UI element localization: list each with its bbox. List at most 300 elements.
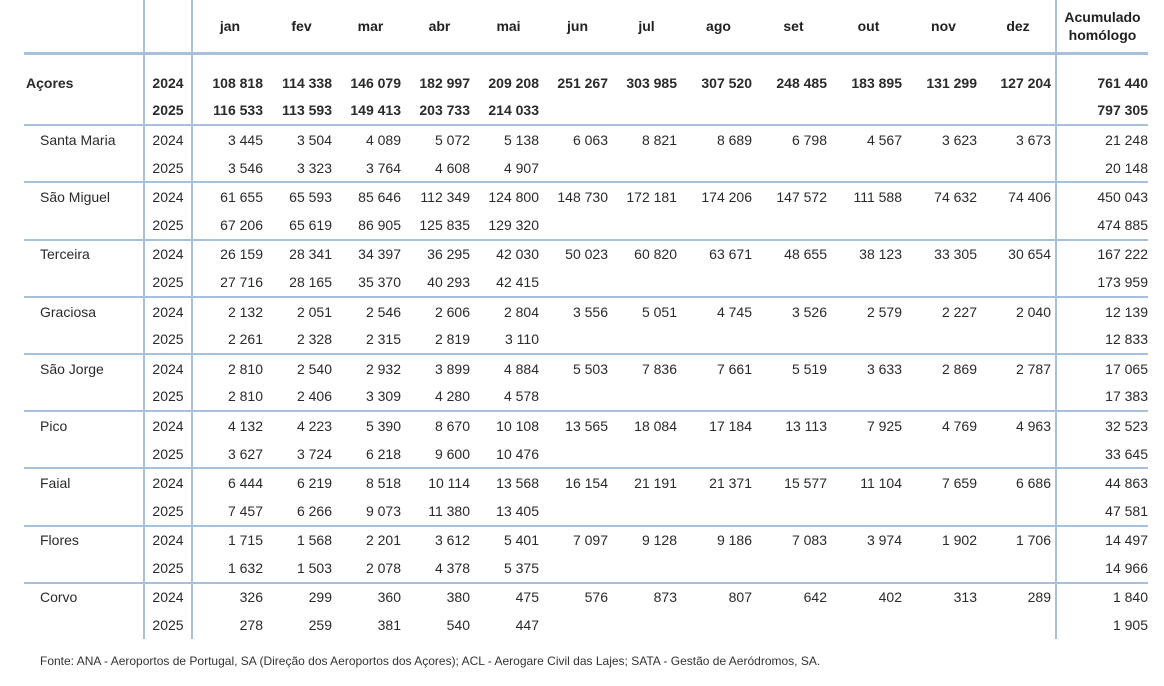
month-value-cell: 3 445 bbox=[227, 131, 263, 148]
month-value-cell: 7 925 bbox=[866, 417, 902, 434]
month-value-cell bbox=[831, 440, 906, 469]
table-row bbox=[24, 554, 1148, 583]
month-value-cell: 3 309 bbox=[336, 383, 405, 412]
row-location-name: Pico bbox=[40, 417, 68, 434]
month-value-cell bbox=[981, 211, 1056, 240]
row-year: 2025 bbox=[144, 611, 192, 639]
month-value-cell: 2 315 bbox=[336, 325, 405, 354]
month-value-cell: 540 bbox=[446, 617, 470, 634]
month-value-cell: 4 578 bbox=[474, 383, 543, 412]
month-value-cell: 6 219 bbox=[296, 475, 332, 492]
month-value-cell bbox=[756, 383, 831, 412]
month-value-cell: 313 bbox=[953, 589, 977, 606]
month-value-cell bbox=[756, 325, 831, 354]
month-value-cell: 36 295 bbox=[427, 246, 470, 263]
month-value-cell: 380 bbox=[446, 589, 470, 606]
month-value-cell: 381 bbox=[377, 617, 401, 634]
header-accumulated bbox=[1056, 0, 1148, 54]
month-value-cell bbox=[906, 211, 981, 240]
row-year: 2025 bbox=[144, 268, 192, 297]
month-value-cell: 17 184 bbox=[709, 417, 752, 434]
month-value-cell: 2 540 bbox=[296, 360, 332, 377]
month-value-cell: 40 293 bbox=[405, 268, 474, 297]
accumulated-value-cell: 12 139 bbox=[1056, 297, 1148, 326]
month-value-cell: 13 113 bbox=[785, 417, 827, 434]
month-value-cell: 35 370 bbox=[336, 268, 405, 297]
month-value-cell: 303 985 bbox=[626, 74, 677, 91]
row-location-name: Terceira bbox=[40, 246, 90, 263]
month-value-cell bbox=[612, 268, 681, 297]
month-value-cell bbox=[906, 154, 981, 183]
row-year: 2024 bbox=[144, 125, 192, 154]
month-value-cell: 4 567 bbox=[866, 131, 902, 148]
month-value-cell: 807 bbox=[728, 589, 752, 606]
month-value-cell bbox=[831, 497, 906, 526]
header-month: ago bbox=[706, 18, 731, 34]
row-location-name: São Jorge bbox=[40, 360, 104, 377]
month-value-cell bbox=[831, 611, 906, 639]
month-value-cell: 127 204 bbox=[1000, 74, 1051, 91]
month-value-cell bbox=[543, 154, 612, 183]
month-value-cell bbox=[756, 440, 831, 469]
month-value-cell bbox=[543, 325, 612, 354]
month-value-cell: 5 375 bbox=[474, 554, 543, 583]
month-value-cell bbox=[756, 611, 831, 639]
month-value-cell bbox=[906, 268, 981, 297]
month-value-cell bbox=[756, 211, 831, 240]
month-value-cell bbox=[612, 497, 681, 526]
header-month: dez bbox=[1006, 18, 1030, 34]
row-year: 2024 bbox=[144, 583, 192, 612]
month-value-cell: 26 159 bbox=[220, 246, 263, 263]
month-value-cell bbox=[612, 440, 681, 469]
month-value-cell: 61 655 bbox=[220, 189, 263, 206]
month-value-cell: 2 546 bbox=[365, 303, 401, 320]
month-value-cell: 38 123 bbox=[859, 246, 902, 263]
table-row bbox=[24, 354, 1148, 383]
table-row bbox=[24, 526, 1148, 555]
month-value-cell: 4 608 bbox=[405, 154, 474, 183]
month-value-cell: 4 963 bbox=[1015, 417, 1051, 434]
month-value-cell: 21 371 bbox=[709, 475, 752, 492]
table-row bbox=[24, 440, 1148, 469]
month-value-cell: 3 323 bbox=[267, 154, 336, 183]
month-value-cell bbox=[906, 554, 981, 583]
month-value-cell: 7 457 bbox=[192, 497, 267, 526]
month-value-cell bbox=[981, 554, 1056, 583]
month-value-cell: 34 397 bbox=[358, 246, 401, 263]
table-row bbox=[24, 154, 1148, 183]
month-value-cell bbox=[831, 211, 906, 240]
table-row bbox=[24, 468, 1148, 497]
month-value-cell: 27 716 bbox=[192, 268, 267, 297]
month-value-cell: 111 588 bbox=[853, 189, 902, 206]
passenger-table-container bbox=[24, 0, 1148, 639]
month-value-cell: 7 097 bbox=[572, 532, 608, 549]
month-value-cell: 147 572 bbox=[776, 189, 827, 206]
month-value-cell: 182 997 bbox=[419, 74, 470, 91]
month-value-cell bbox=[906, 97, 981, 126]
month-value-cell: 129 320 bbox=[474, 211, 543, 240]
accumulated-value-cell: 14 497 bbox=[1056, 526, 1148, 555]
month-value-cell: 642 bbox=[803, 589, 827, 606]
row-year: 2024 bbox=[144, 240, 192, 269]
header-month: fev bbox=[291, 18, 312, 34]
month-value-cell bbox=[681, 497, 756, 526]
row-year: 2025 bbox=[144, 97, 192, 126]
accumulated-value-cell: 14 966 bbox=[1056, 554, 1148, 583]
month-value-cell: 1 902 bbox=[941, 532, 977, 549]
table-row bbox=[24, 240, 1148, 269]
month-value-cell: 6 218 bbox=[336, 440, 405, 469]
month-value-cell: 3 899 bbox=[434, 360, 470, 377]
accumulated-value-cell: 47 581 bbox=[1056, 497, 1148, 526]
month-value-cell: 13 565 bbox=[565, 417, 608, 434]
row-year: 2024 bbox=[144, 182, 192, 211]
header-month: jan bbox=[219, 18, 241, 34]
row-year: 2025 bbox=[144, 554, 192, 583]
month-value-cell: 11 380 bbox=[405, 497, 474, 526]
row-year: 2025 bbox=[144, 383, 192, 412]
row-year: 2024 bbox=[144, 411, 192, 440]
row-year: 2025 bbox=[144, 154, 192, 183]
month-value-cell: 48 655 bbox=[784, 246, 827, 263]
month-value-cell: 8 821 bbox=[641, 131, 677, 148]
accumulated-value-cell: 17 065 bbox=[1056, 354, 1148, 383]
row-location-name: São Miguel bbox=[40, 189, 111, 206]
month-value-cell: 326 bbox=[239, 589, 263, 606]
month-value-cell: 5 390 bbox=[365, 417, 401, 434]
month-value-cell: 2 078 bbox=[336, 554, 405, 583]
month-value-cell: 2 932 bbox=[365, 360, 401, 377]
row-location-name bbox=[24, 325, 144, 354]
month-value-cell bbox=[681, 154, 756, 183]
month-value-cell bbox=[756, 497, 831, 526]
month-value-cell: 2 579 bbox=[866, 303, 902, 320]
month-value-cell bbox=[831, 268, 906, 297]
accumulated-value-cell: 450 043 bbox=[1056, 182, 1148, 211]
month-value-cell: 3 623 bbox=[941, 131, 977, 148]
month-value-cell: 278 bbox=[239, 617, 263, 634]
month-value-cell bbox=[612, 211, 681, 240]
month-value-cell: 873 bbox=[653, 589, 677, 606]
month-value-cell: 2 787 bbox=[1015, 360, 1051, 377]
row-year: 2025 bbox=[144, 211, 192, 240]
row-location-name bbox=[24, 211, 144, 240]
month-value-cell: 8 689 bbox=[716, 131, 752, 148]
month-value-cell bbox=[981, 268, 1056, 297]
month-value-cell: 2 869 bbox=[941, 360, 977, 377]
month-value-cell: 67 206 bbox=[192, 211, 267, 240]
table-row bbox=[24, 211, 1148, 240]
row-location-name: Faial bbox=[40, 475, 71, 492]
month-value-cell: 2 040 bbox=[1015, 303, 1051, 320]
table-row bbox=[24, 182, 1148, 211]
table-row bbox=[24, 69, 1148, 97]
month-value-cell: 203 733 bbox=[405, 97, 474, 126]
row-location-name bbox=[24, 154, 144, 183]
month-value-cell: 7 836 bbox=[641, 360, 677, 377]
header-month: nov bbox=[931, 18, 956, 34]
month-value-cell: 209 208 bbox=[488, 74, 539, 91]
month-value-cell: 3 627 bbox=[192, 440, 267, 469]
month-value-cell: 2 810 bbox=[227, 360, 263, 377]
month-value-cell bbox=[543, 440, 612, 469]
header-year-blank bbox=[144, 0, 192, 54]
header-month: mai bbox=[496, 18, 521, 34]
month-value-cell bbox=[681, 325, 756, 354]
month-value-cell: 28 341 bbox=[289, 246, 332, 263]
row-year: 2024 bbox=[144, 354, 192, 383]
accumulated-value-cell: 797 305 bbox=[1056, 97, 1148, 126]
row-location-name bbox=[24, 268, 144, 297]
month-value-cell bbox=[981, 383, 1056, 412]
month-value-cell: 148 730 bbox=[557, 189, 608, 206]
month-value-cell bbox=[543, 611, 612, 639]
month-value-cell: 65 619 bbox=[267, 211, 336, 240]
month-value-cell: 2 819 bbox=[405, 325, 474, 354]
month-value-cell bbox=[612, 325, 681, 354]
month-value-cell bbox=[831, 154, 906, 183]
month-value-cell bbox=[756, 154, 831, 183]
month-value-cell: 360 bbox=[377, 589, 401, 606]
month-value-cell bbox=[681, 268, 756, 297]
month-value-cell: 10 476 bbox=[474, 440, 543, 469]
accumulated-value-cell: 1 840 bbox=[1056, 583, 1148, 612]
month-value-cell: 10 114 bbox=[428, 475, 470, 492]
month-value-cell: 5 072 bbox=[434, 131, 470, 148]
month-value-cell bbox=[831, 97, 906, 126]
table-header-row bbox=[24, 0, 1148, 54]
month-value-cell: 5 051 bbox=[641, 303, 677, 320]
month-value-cell bbox=[756, 97, 831, 126]
accumulated-value-cell: 167 222 bbox=[1056, 240, 1148, 269]
month-value-cell: 108 818 bbox=[212, 74, 263, 91]
month-value-cell: 131 299 bbox=[926, 74, 977, 91]
month-value-cell bbox=[612, 154, 681, 183]
table-row bbox=[24, 268, 1148, 297]
month-value-cell: 9 600 bbox=[405, 440, 474, 469]
month-value-cell: 3 526 bbox=[791, 303, 827, 320]
month-value-cell bbox=[681, 440, 756, 469]
table-row bbox=[24, 497, 1148, 526]
month-value-cell: 8 518 bbox=[365, 475, 401, 492]
month-value-cell bbox=[681, 611, 756, 639]
accumulated-value-cell: 761 440 bbox=[1056, 69, 1148, 97]
month-value-cell bbox=[831, 554, 906, 583]
month-value-cell: 3 974 bbox=[866, 532, 902, 549]
header-month: mar bbox=[357, 18, 384, 34]
month-value-cell bbox=[981, 325, 1056, 354]
row-location-name: Flores bbox=[40, 532, 79, 549]
row-year: 2025 bbox=[144, 497, 192, 526]
row-location-name: Santa Maria bbox=[40, 131, 116, 148]
month-value-cell: 2 227 bbox=[941, 303, 977, 320]
row-year: 2024 bbox=[144, 297, 192, 326]
month-value-cell: 1 568 bbox=[296, 532, 332, 549]
month-value-cell: 85 646 bbox=[358, 189, 401, 206]
month-value-cell bbox=[981, 154, 1056, 183]
month-value-cell: 124 800 bbox=[488, 189, 539, 206]
month-value-cell: 3 504 bbox=[296, 131, 332, 148]
month-value-cell: 7 659 bbox=[941, 475, 977, 492]
month-value-cell: 4 132 bbox=[227, 417, 263, 434]
month-value-cell: 21 191 bbox=[634, 475, 677, 492]
month-value-cell: 113 593 bbox=[267, 97, 336, 126]
header-accumulated-line1: Acumulado bbox=[1064, 9, 1141, 25]
month-value-cell bbox=[612, 97, 681, 126]
table-row bbox=[24, 297, 1148, 326]
month-value-cell: 576 bbox=[584, 589, 608, 606]
source-note: Fonte: ANA - Aeroportos de Portugal, SA (Direção dos Aeroportos dos Açores); ACL - Aerogare Civil das Lajes; SATA - Gestão de Aeródromos, SA. bbox=[40, 654, 821, 668]
month-value-cell: 289 bbox=[1027, 589, 1051, 606]
month-value-cell: 112 349 bbox=[420, 189, 470, 206]
accumulated-value-cell: 173 959 bbox=[1056, 268, 1148, 297]
accumulated-value-cell: 44 863 bbox=[1056, 468, 1148, 497]
row-year: 2024 bbox=[144, 69, 192, 97]
row-year: 2024 bbox=[144, 526, 192, 555]
table-row bbox=[24, 583, 1148, 612]
month-value-cell bbox=[906, 440, 981, 469]
header-month: abr bbox=[428, 18, 451, 34]
month-value-cell: 214 033 bbox=[474, 97, 543, 126]
month-value-cell: 10 108 bbox=[496, 417, 539, 434]
month-value-cell bbox=[831, 383, 906, 412]
month-value-cell: 251 267 bbox=[557, 74, 608, 91]
month-value-cell bbox=[756, 554, 831, 583]
month-value-cell: 2 406 bbox=[267, 383, 336, 412]
header-month: out bbox=[857, 18, 880, 34]
row-location-name bbox=[24, 440, 144, 469]
accumulated-value-cell: 474 885 bbox=[1056, 211, 1148, 240]
table-row bbox=[24, 325, 1148, 354]
month-value-cell: 2 261 bbox=[192, 325, 267, 354]
accumulated-value-cell: 33 645 bbox=[1056, 440, 1148, 469]
month-value-cell bbox=[981, 611, 1056, 639]
month-value-cell: 30 654 bbox=[1008, 246, 1051, 263]
month-value-cell: 3 724 bbox=[267, 440, 336, 469]
row-year: 2024 bbox=[144, 468, 192, 497]
month-value-cell bbox=[543, 97, 612, 126]
month-value-cell: 74 406 bbox=[1008, 189, 1051, 206]
month-value-cell bbox=[981, 497, 1056, 526]
month-value-cell: 86 905 bbox=[336, 211, 405, 240]
month-value-cell: 3 546 bbox=[192, 154, 267, 183]
table-row bbox=[24, 411, 1148, 440]
header-month: set bbox=[783, 18, 804, 34]
month-value-cell: 146 079 bbox=[350, 74, 401, 91]
month-value-cell: 3 633 bbox=[866, 360, 902, 377]
month-value-cell: 259 bbox=[308, 617, 332, 634]
header-accumulated-line2: homólogo bbox=[1068, 27, 1137, 43]
month-value-cell: 6 444 bbox=[227, 475, 263, 492]
month-value-cell: 60 820 bbox=[634, 246, 677, 263]
table-row bbox=[24, 383, 1148, 412]
month-value-cell: 402 bbox=[878, 589, 902, 606]
header-month: jul bbox=[638, 18, 655, 34]
row-year: 2025 bbox=[144, 325, 192, 354]
month-value-cell: 4 089 bbox=[365, 131, 401, 148]
month-value-cell: 174 206 bbox=[701, 189, 752, 206]
month-value-cell: 114 338 bbox=[282, 74, 332, 91]
month-value-cell: 149 413 bbox=[336, 97, 405, 126]
month-value-cell: 1 503 bbox=[267, 554, 336, 583]
month-value-cell: 1 715 bbox=[227, 532, 263, 549]
month-value-cell: 9 128 bbox=[641, 532, 677, 549]
month-value-cell: 11 104 bbox=[860, 475, 902, 492]
month-value-cell: 1 706 bbox=[1015, 532, 1051, 549]
accumulated-value-cell: 20 148 bbox=[1056, 154, 1148, 183]
month-value-cell: 65 593 bbox=[289, 189, 332, 206]
row-location-name bbox=[24, 97, 144, 126]
month-value-cell: 5 503 bbox=[572, 360, 608, 377]
row-location-name: Graciosa bbox=[40, 303, 97, 320]
month-value-cell: 2 804 bbox=[503, 303, 539, 320]
header-name-blank bbox=[24, 0, 144, 54]
month-value-cell bbox=[543, 383, 612, 412]
month-value-cell: 9 073 bbox=[336, 497, 405, 526]
row-location-name bbox=[24, 497, 144, 526]
month-value-cell: 125 835 bbox=[405, 211, 474, 240]
month-value-cell: 4 280 bbox=[405, 383, 474, 412]
month-value-cell: 3 612 bbox=[434, 532, 470, 549]
month-value-cell: 33 305 bbox=[934, 246, 977, 263]
month-value-cell: 2 132 bbox=[227, 303, 263, 320]
month-value-cell bbox=[681, 97, 756, 126]
month-value-cell: 28 165 bbox=[267, 268, 336, 297]
month-value-cell: 3 556 bbox=[572, 303, 608, 320]
month-value-cell: 18 084 bbox=[634, 417, 677, 434]
month-value-cell bbox=[756, 268, 831, 297]
month-value-cell bbox=[681, 383, 756, 412]
month-value-cell: 9 186 bbox=[716, 532, 752, 549]
table-row bbox=[24, 97, 1148, 126]
month-value-cell bbox=[906, 383, 981, 412]
month-value-cell: 6 798 bbox=[791, 131, 827, 148]
month-value-cell: 4 769 bbox=[941, 417, 977, 434]
month-value-cell bbox=[681, 554, 756, 583]
month-value-cell: 475 bbox=[515, 589, 539, 606]
accumulated-value-cell: 21 248 bbox=[1056, 125, 1148, 154]
month-value-cell bbox=[543, 497, 612, 526]
month-value-cell: 248 485 bbox=[776, 74, 827, 91]
month-value-cell: 5 519 bbox=[791, 360, 827, 377]
month-value-cell: 447 bbox=[515, 617, 539, 634]
month-value-cell bbox=[612, 611, 681, 639]
month-value-cell: 2 606 bbox=[434, 303, 470, 320]
month-value-cell: 50 023 bbox=[565, 246, 608, 263]
month-value-cell bbox=[981, 440, 1056, 469]
month-value-cell: 6 686 bbox=[1015, 475, 1051, 492]
month-value-cell: 2 810 bbox=[192, 383, 267, 412]
passenger-table bbox=[24, 0, 1148, 639]
header-month: jun bbox=[567, 18, 588, 34]
table-row bbox=[24, 611, 1148, 639]
month-value-cell: 4 907 bbox=[474, 154, 543, 183]
month-value-cell: 13 568 bbox=[496, 475, 539, 492]
month-value-cell: 1 632 bbox=[192, 554, 267, 583]
month-value-cell: 5 401 bbox=[503, 532, 539, 549]
month-value-cell bbox=[543, 211, 612, 240]
month-value-cell bbox=[831, 325, 906, 354]
month-value-cell: 13 405 bbox=[474, 497, 543, 526]
month-value-cell: 2 328 bbox=[267, 325, 336, 354]
month-value-cell: 299 bbox=[308, 589, 332, 606]
month-value-cell: 172 181 bbox=[626, 189, 677, 206]
month-value-cell: 74 632 bbox=[934, 189, 977, 206]
month-value-cell: 6 266 bbox=[267, 497, 336, 526]
month-value-cell: 63 671 bbox=[709, 246, 752, 263]
